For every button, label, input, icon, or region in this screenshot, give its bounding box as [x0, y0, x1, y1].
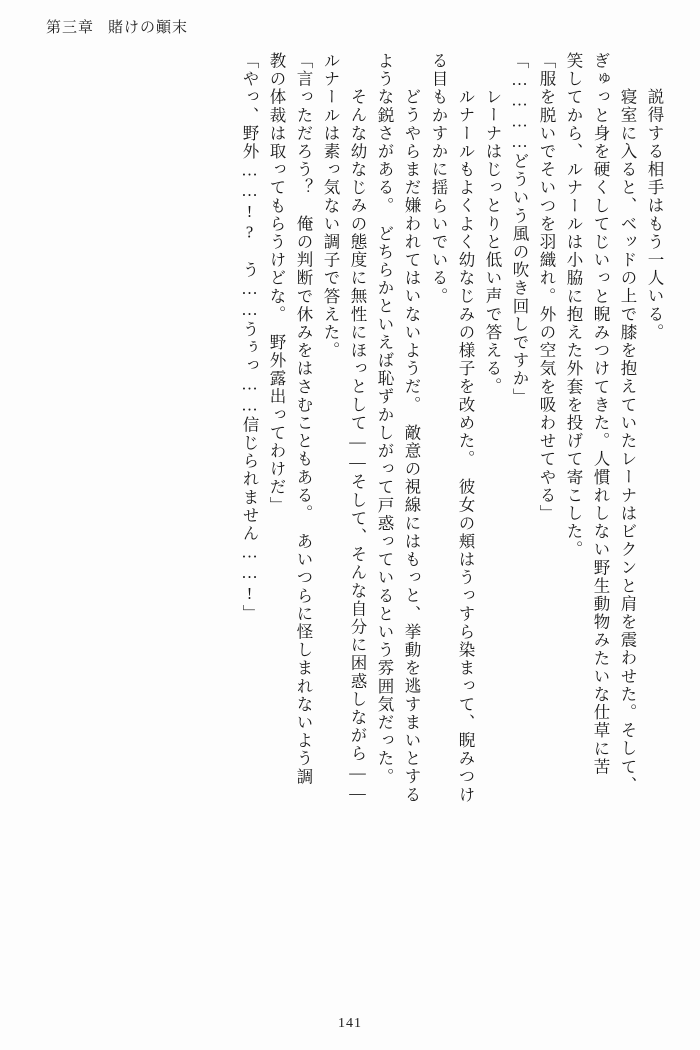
text-line: 寝室に入ると、ベッドの上で膝を抱えていたレーナはビクンと肩を震わせた。そして、: [618, 70, 637, 794]
text-line: そんな幼なじみの態度に無性にほっとして——そして、そんな自分に困惑しながら——: [348, 70, 367, 804]
text-line: 教の体裁は取ってもらうけどな。 野外露出ってわけだ」: [267, 52, 286, 515]
vertical-text-body: [38, 52, 662, 982]
text-line: ルナールもよくよく幼なじみの様子を改めた。 彼女の頬はうっすら染まって、睨みつけ: [456, 70, 475, 804]
running-header: [46, 16, 188, 37]
text-line: 「服を脱いでそいつを羽織れ。外の空気を吸わせてやる」: [537, 52, 556, 523]
chapter-title: 賭けの顚末: [108, 20, 189, 36]
text-line: ような鋭さがある。 どちらかといえば恥ずかしがって戸惑っているという雰囲気だった。: [375, 52, 394, 786]
text-line: 「やっ、野外……!? う……うぅっ……信じられません……!」: [240, 52, 259, 623]
text-line: 笑してから、ルナールは小脇に抱えた外套を投げて寄こした。: [564, 52, 583, 559]
text-line: 「言っただろう？ 俺の判断で休みをはさむこともある。 あいつらに怪しまれないよう調: [294, 52, 313, 786]
text-line: ぎゅっと身を硬くしてじいっと睨みつけてきた。人慣れしない野生動物みたいな仕草に苦: [591, 52, 610, 776]
text-line: 説得する相手はもう一人いる。: [645, 70, 664, 342]
text-line: レーナはじっとりと低い声で答える。: [483, 70, 502, 396]
text-line: ルナールは素っ気ない調子で答えた。: [321, 52, 340, 360]
text-line: どうやらまだ嫌われてはいないようだ。 敵意の視線にはもっと、挙動を逃すまいとする: [402, 70, 421, 804]
page-number: 141: [338, 1016, 362, 1031]
text-line: 「…………どういう風の吹き回しですか」: [510, 52, 529, 406]
chapter-number: 第三章: [46, 20, 95, 36]
text-line: る目もかすかに揺らいでいる。: [429, 52, 448, 306]
